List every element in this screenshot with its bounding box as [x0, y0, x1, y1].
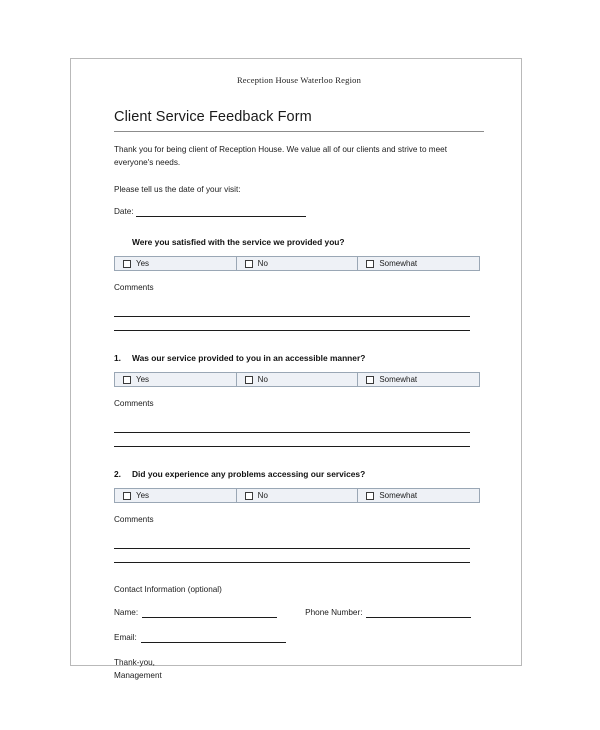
choice-row-1 — [114, 372, 480, 387]
choice-label: No — [257, 259, 268, 269]
checkbox-icon[interactable] — [123, 492, 131, 500]
checkbox-icon[interactable] — [245, 492, 253, 500]
choice-1-somewhat[interactable] — [358, 373, 479, 386]
choice-row-0 — [114, 256, 480, 271]
checkbox-icon[interactable] — [245, 260, 253, 268]
date-prompt: Please tell us the date of your visit: — [114, 185, 241, 195]
choice-0-somewhat[interactable] — [358, 257, 479, 270]
choice-label: Somewhat — [379, 375, 418, 385]
choice-label: Somewhat — [379, 259, 418, 269]
choice-1-yes[interactable] — [115, 373, 237, 386]
choice-2-somewhat[interactable] — [358, 489, 479, 502]
checkbox-icon[interactable] — [366, 260, 374, 268]
question-number-0 — [114, 237, 132, 247]
question-block-0 — [114, 237, 484, 331]
choice-0-yes[interactable] — [115, 257, 237, 270]
signoff-line-2: Management — [114, 670, 162, 680]
signoff-line-1: Thank-you, — [114, 658, 155, 668]
choice-label: Yes — [136, 491, 150, 501]
checkbox-icon[interactable] — [123, 260, 131, 268]
choice-row-2 — [114, 488, 480, 503]
comments-line-2-2[interactable] — [114, 549, 470, 563]
phone-input[interactable] — [366, 607, 471, 618]
checkbox-icon[interactable] — [123, 376, 131, 384]
name-input[interactable] — [142, 607, 277, 618]
title-divider — [114, 131, 484, 132]
question-text-1: Was our service provided to you in an accessible manner? — [132, 353, 366, 364]
page-title: Client Service Feedback Form — [114, 109, 312, 125]
choice-label: Yes — [136, 259, 150, 269]
document-page — [70, 58, 522, 680]
checkbox-icon[interactable] — [366, 492, 374, 500]
question-block-1 — [114, 353, 484, 447]
question-number-2: 2. — [114, 469, 121, 480]
choice-label: No — [257, 375, 268, 385]
comments-line-0-2[interactable] — [114, 317, 470, 331]
question-heading-2 — [114, 469, 484, 479]
document-body — [114, 75, 484, 682]
choice-2-no[interactable] — [237, 489, 359, 502]
contact-section-heading: Contact Information (optional) — [114, 585, 222, 595]
date-input[interactable] — [136, 206, 306, 217]
email-label: Email: — [114, 633, 137, 643]
name-phone-row — [114, 607, 484, 618]
comments-line-2-1[interactable] — [114, 535, 470, 549]
date-field-row — [114, 206, 484, 217]
comments-label-1: Comments — [114, 399, 154, 409]
signoff-block — [114, 657, 484, 682]
choice-label: Yes — [136, 375, 150, 385]
choice-label: No — [257, 491, 268, 501]
email-input[interactable] — [141, 632, 286, 643]
name-label: Name: — [114, 608, 139, 618]
comments-line-0-1[interactable] — [114, 303, 470, 317]
email-row — [114, 632, 484, 643]
comments-line-1-2[interactable] — [114, 433, 470, 447]
choice-0-no[interactable] — [237, 257, 359, 270]
date-label: Date: — [114, 207, 134, 217]
question-text-0: Were you satisfied with the service we provided you? — [132, 237, 345, 248]
intro-paragraph: Thank you for being client of Reception House. We value all of our clients and strive to meet everyone's needs. — [114, 145, 447, 167]
checkbox-icon[interactable] — [366, 376, 374, 384]
comments-line-1-1[interactable] — [114, 419, 470, 433]
organization-header: Reception House Waterloo Region — [236, 75, 362, 85]
question-text-2: Did you experience any problems accessing our services? — [132, 469, 366, 480]
comments-label-2: Comments — [114, 515, 154, 525]
choice-1-no[interactable] — [237, 373, 359, 386]
choice-label: Somewhat — [379, 491, 418, 501]
comments-label-0: Comments — [114, 283, 154, 293]
question-heading-0 — [114, 237, 484, 247]
question-heading-1 — [114, 353, 484, 363]
question-number-1: 1. — [114, 353, 121, 364]
checkbox-icon[interactable] — [245, 376, 253, 384]
question-block-2 — [114, 469, 484, 563]
phone-label: Phone Number: — [305, 608, 363, 618]
choice-2-yes[interactable] — [115, 489, 237, 502]
